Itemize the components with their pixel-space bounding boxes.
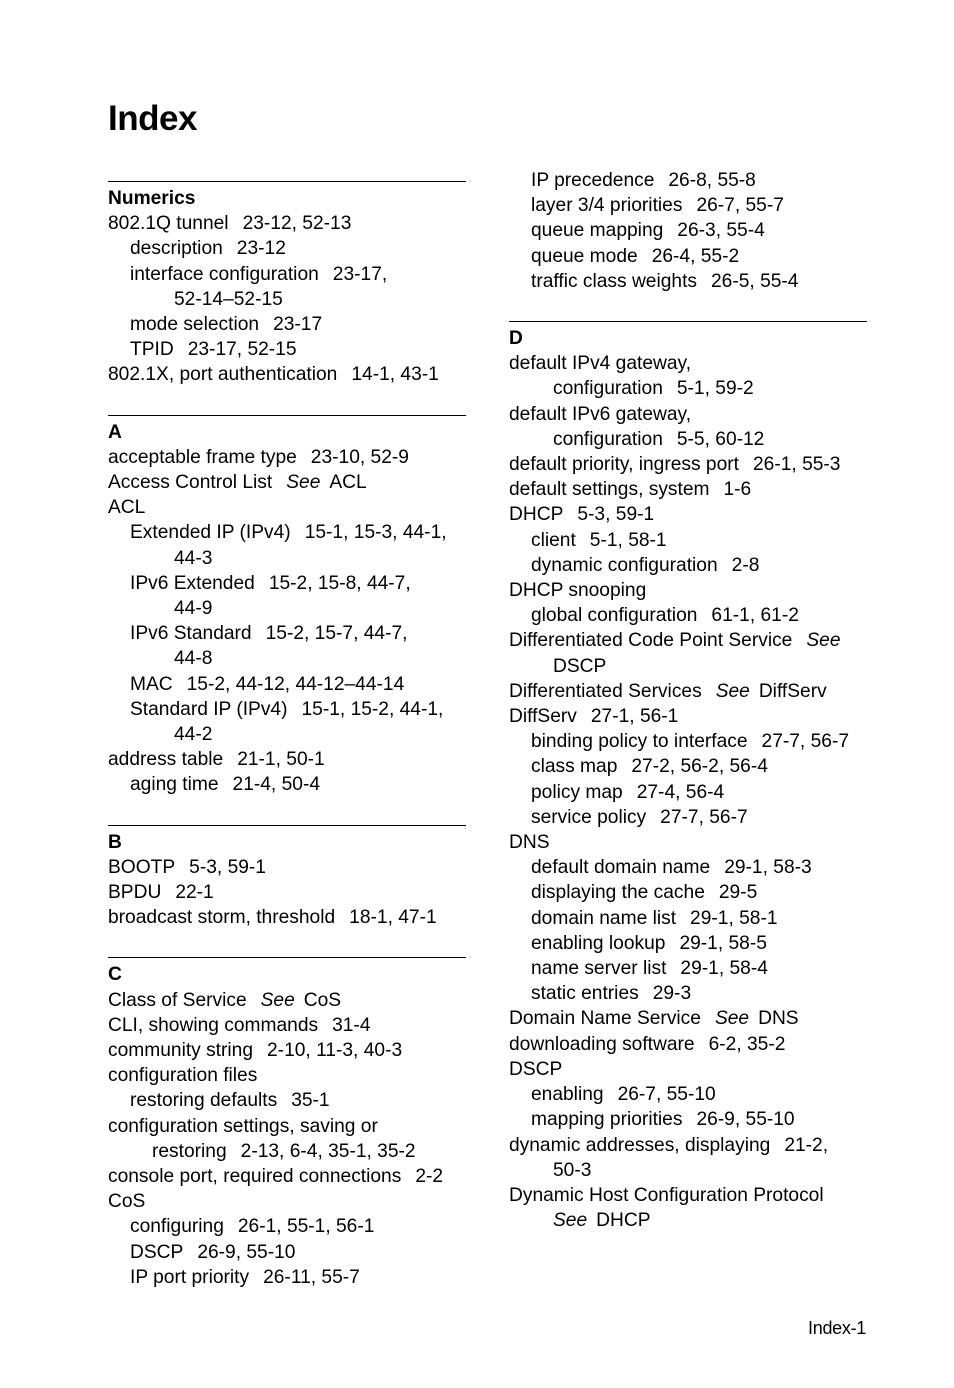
index-page-refs: 26-3, 55-4 bbox=[677, 220, 765, 242]
index-entry bbox=[108, 236, 466, 261]
index-page-refs: 44-2 bbox=[174, 724, 213, 746]
index-entry bbox=[509, 502, 867, 527]
index-term: mapping priorities bbox=[531, 1109, 683, 1131]
index-page-refs: 18-1, 47-1 bbox=[349, 907, 437, 929]
index-page-refs: 5-1, 58-1 bbox=[589, 529, 667, 551]
page-title: Index bbox=[108, 99, 197, 138]
index-entry bbox=[108, 697, 466, 722]
index-term: restoring defaults bbox=[130, 1090, 278, 1112]
index-term: default IPv4 gateway, bbox=[509, 353, 692, 375]
index-page-refs: 5-3, 59-1 bbox=[577, 504, 655, 526]
index-page-refs: 21-4, 50-4 bbox=[232, 774, 320, 796]
index-term: CLI, showing commands bbox=[108, 1014, 319, 1036]
index-term: queue mapping bbox=[531, 220, 664, 242]
index-entry bbox=[509, 452, 867, 477]
index-page-refs: 26-8, 55-8 bbox=[668, 170, 756, 191]
index-page-refs: 15-1, 15-3, 44-1, bbox=[304, 522, 447, 544]
index-entry bbox=[509, 780, 867, 805]
index-term: IP precedence bbox=[531, 170, 655, 191]
index-page-refs: 44-3 bbox=[174, 547, 213, 569]
index-section bbox=[108, 181, 466, 388]
index-entry bbox=[509, 193, 867, 218]
index-page-refs: 22-1 bbox=[175, 882, 214, 904]
index-entry bbox=[509, 906, 867, 931]
section-heading: C bbox=[108, 964, 122, 986]
index-term: class map bbox=[531, 756, 618, 778]
index-column-right bbox=[509, 168, 867, 1233]
index-entry bbox=[108, 520, 466, 545]
index-term: displaying the cache bbox=[531, 882, 705, 904]
index-term: IPv6 Extended bbox=[130, 572, 255, 594]
index-page-refs: 31-4 bbox=[332, 1014, 371, 1036]
index-page-refs: 26-9, 55-10 bbox=[696, 1109, 795, 1131]
index-page-refs: 26-7, 55-10 bbox=[617, 1084, 716, 1106]
index-page-refs: 23-17, bbox=[332, 263, 388, 285]
index-term: DiffServ bbox=[509, 706, 577, 728]
index-term: Standard IP (IPv4) bbox=[130, 698, 288, 720]
index-term: acceptable frame type bbox=[108, 446, 297, 468]
see-reference-label: See bbox=[714, 1008, 750, 1030]
index-page-refs: 61-1, 61-2 bbox=[711, 605, 799, 627]
index-page-refs: 26-7, 55-7 bbox=[696, 195, 784, 217]
index-page-refs: 23-12, 52-13 bbox=[242, 213, 352, 235]
index-section bbox=[108, 415, 466, 798]
index-entry bbox=[108, 988, 466, 1013]
index-page-refs: 35-1 bbox=[291, 1090, 330, 1112]
index-term: dynamic configuration bbox=[531, 554, 718, 576]
index-page-refs: 5-5, 60-12 bbox=[676, 428, 765, 450]
index-entry bbox=[108, 571, 466, 596]
index-entry bbox=[108, 1240, 466, 1265]
index-entry bbox=[509, 830, 867, 855]
index-entry bbox=[108, 337, 466, 362]
index-term: configuration bbox=[553, 378, 663, 400]
see-reference-label: See bbox=[286, 472, 321, 493]
index-page-refs: 6-2, 35-2 bbox=[708, 1033, 786, 1055]
section-divider bbox=[108, 415, 466, 416]
index-page-refs: 44-8 bbox=[174, 648, 213, 670]
index-entry bbox=[108, 1063, 466, 1088]
index-entry bbox=[108, 1013, 466, 1038]
index-term: binding policy to interface bbox=[531, 731, 748, 753]
index-term: 802.1X, port authentication bbox=[108, 364, 338, 386]
index-term: default priority, ingress port bbox=[509, 454, 739, 476]
index-term: domain name list bbox=[531, 907, 677, 929]
index-entry bbox=[108, 495, 466, 520]
index-entry bbox=[509, 1183, 867, 1208]
index-page-refs: 29-1, 58-4 bbox=[680, 958, 768, 980]
index-term: downloading software bbox=[509, 1033, 695, 1055]
index-entry bbox=[509, 754, 867, 779]
index-page-refs: 1-6 bbox=[723, 479, 752, 501]
see-reference-target: DiffServ bbox=[758, 680, 827, 702]
index-term: DNS bbox=[509, 832, 550, 854]
section-divider bbox=[108, 957, 466, 958]
index-term: DSCP bbox=[509, 1058, 563, 1080]
index-entry bbox=[108, 546, 466, 571]
index-entry bbox=[108, 1139, 466, 1164]
index-term: layer 3/4 priorities bbox=[531, 195, 683, 217]
index-term: DHCP bbox=[509, 504, 564, 526]
index-entry bbox=[509, 1208, 867, 1233]
index-entry bbox=[509, 654, 867, 679]
index-page-refs: 26-11, 55-7 bbox=[263, 1266, 360, 1288]
index-page-refs: 29-1, 58-1 bbox=[690, 907, 778, 929]
index-entry bbox=[108, 905, 466, 930]
index-entry bbox=[108, 211, 466, 236]
see-reference-label: See bbox=[715, 680, 750, 702]
index-term: DSCP bbox=[130, 1241, 184, 1263]
index-page-refs: 2-13, 6-4, 35-1, 35-2 bbox=[240, 1140, 416, 1162]
index-page-refs: 5-1, 59-2 bbox=[676, 378, 754, 400]
index-term: Domain Name Service bbox=[509, 1008, 701, 1030]
index-term: Dynamic Host Configuration Protocol bbox=[509, 1184, 824, 1206]
index-entry bbox=[509, 269, 867, 294]
index-page-refs: 15-1, 15-2, 44-1, bbox=[301, 698, 444, 720]
index-entry bbox=[509, 168, 867, 193]
index-entry bbox=[509, 578, 867, 603]
index-entry bbox=[108, 312, 466, 337]
index-page-refs: 26-9, 55-10 bbox=[197, 1241, 296, 1263]
index-term: traffic class weights bbox=[531, 270, 697, 292]
index-entry bbox=[108, 1214, 466, 1239]
index-term: console port, required connections bbox=[108, 1166, 402, 1188]
index-entry bbox=[509, 1133, 867, 1158]
index-term: static entries bbox=[531, 983, 639, 1005]
index-term: name server list bbox=[531, 958, 667, 980]
index-term: IPv6 Standard bbox=[130, 623, 252, 645]
index-term: 802.1Q tunnel bbox=[108, 213, 229, 235]
index-section bbox=[108, 957, 466, 1290]
index-term: Differentiated Services bbox=[509, 680, 702, 702]
index-page-refs: 27-4, 56-4 bbox=[636, 781, 725, 803]
index-term: MAC bbox=[130, 673, 173, 695]
see-reference-target: DNS bbox=[758, 1008, 799, 1030]
index-term: default domain name bbox=[531, 857, 711, 879]
page-number: Index-1 bbox=[808, 1318, 866, 1338]
index-page-refs: 15-2, 44-12, 44-12–44-14 bbox=[186, 673, 405, 695]
index-entry bbox=[108, 1114, 466, 1139]
index-column-left bbox=[108, 181, 466, 1290]
index-entry bbox=[509, 1032, 867, 1057]
index-section bbox=[108, 825, 466, 931]
see-reference-target: CoS bbox=[303, 989, 342, 1011]
index-term: TPID bbox=[130, 339, 174, 361]
index-page-refs: 29-5 bbox=[718, 882, 758, 904]
index-entry bbox=[509, 376, 867, 401]
index-section bbox=[509, 321, 867, 1233]
see-reference-label: See bbox=[553, 1210, 588, 1232]
index-page-refs: 27-1, 56-1 bbox=[590, 706, 679, 728]
index-term: queue mode bbox=[531, 245, 638, 267]
index-entry bbox=[509, 427, 867, 452]
index-term: address table bbox=[108, 749, 224, 771]
index-term: restoring bbox=[152, 1140, 227, 1162]
index-page-refs: 52-14–52-15 bbox=[174, 288, 283, 310]
index-entry bbox=[509, 1107, 867, 1132]
index-entry bbox=[509, 729, 867, 754]
index-term: ACL bbox=[108, 497, 146, 519]
index-page-refs: 50-3 bbox=[553, 1159, 592, 1181]
index-page-refs: 2-10, 11-3, 40-3 bbox=[267, 1040, 403, 1062]
index-term: Class of Service bbox=[108, 989, 247, 1011]
index-entry bbox=[509, 704, 867, 729]
index-entry bbox=[108, 1088, 466, 1113]
index-page-refs: 26-1, 55-3 bbox=[753, 454, 841, 476]
index-page-refs: 26-4, 55-2 bbox=[651, 245, 740, 267]
index-term: BOOTP bbox=[108, 856, 176, 878]
see-reference-label: See bbox=[260, 989, 295, 1011]
index-entry bbox=[509, 981, 867, 1006]
index-entry bbox=[108, 1038, 466, 1063]
index-entry bbox=[108, 672, 466, 697]
section-heading: A bbox=[108, 421, 122, 443]
index-term: service policy bbox=[531, 806, 647, 828]
index-term: interface configuration bbox=[130, 263, 319, 285]
index-entry bbox=[108, 1265, 466, 1290]
index-entry bbox=[509, 1082, 867, 1107]
index-term: default IPv6 gateway, bbox=[509, 403, 692, 425]
index-entry bbox=[509, 855, 867, 880]
section-divider bbox=[108, 825, 466, 826]
index-entry bbox=[509, 603, 867, 628]
section-divider bbox=[108, 181, 466, 182]
index-page-refs: 27-7, 56-7 bbox=[660, 806, 748, 828]
index-entry bbox=[509, 528, 867, 553]
index-term: policy map bbox=[531, 781, 623, 803]
index-entry bbox=[108, 262, 466, 287]
index-entry bbox=[509, 477, 867, 502]
index-entry bbox=[108, 747, 466, 772]
index-term: community string bbox=[108, 1040, 254, 1062]
index-page-refs: 29-1, 58-5 bbox=[679, 932, 767, 954]
index-entry bbox=[108, 1164, 466, 1189]
see-reference-target: DHCP bbox=[596, 1210, 651, 1232]
index-term: Extended IP (IPv4) bbox=[130, 522, 291, 544]
index-term: IP port priority bbox=[130, 1266, 250, 1288]
index-page-refs: 15-2, 15-8, 44-7, bbox=[268, 572, 411, 594]
index-entry bbox=[509, 553, 867, 578]
index-entry bbox=[108, 1189, 466, 1214]
index-entry bbox=[108, 596, 466, 621]
index-page-refs: 23-12 bbox=[236, 238, 286, 260]
index-term: mode selection bbox=[130, 314, 260, 335]
index-page-refs: 44-9 bbox=[174, 598, 213, 620]
index-term: CoS bbox=[108, 1191, 146, 1213]
section-divider bbox=[509, 321, 867, 322]
see-reference-label: See bbox=[806, 630, 841, 652]
index-term: BPDU bbox=[108, 882, 162, 904]
index-page-refs: 29-3 bbox=[652, 983, 692, 1005]
index-entry bbox=[509, 931, 867, 956]
index-entry bbox=[509, 956, 867, 981]
section-heading: D bbox=[509, 328, 523, 350]
index-entry bbox=[108, 287, 466, 312]
index-term: enabling bbox=[531, 1084, 604, 1106]
index-page-refs: 27-2, 56-2, 56-4 bbox=[631, 756, 768, 778]
index-entry bbox=[108, 855, 466, 880]
see-reference-target: ACL bbox=[329, 472, 367, 493]
index-page-refs: 15-2, 15-7, 44-7, bbox=[265, 623, 408, 645]
index-entry bbox=[108, 772, 466, 797]
index-entry bbox=[509, 402, 867, 427]
index-page-refs: 21-1, 50-1 bbox=[237, 749, 325, 771]
index-entry bbox=[108, 362, 466, 387]
index-term: configuring bbox=[130, 1216, 224, 1238]
index-term: enabling lookup bbox=[531, 932, 666, 954]
index-page-refs: 21-2, bbox=[784, 1134, 829, 1156]
index-entry bbox=[108, 880, 466, 905]
index-page-refs: 23-10, 52-9 bbox=[310, 446, 409, 468]
index-term: Differentiated Code Point Service bbox=[509, 630, 793, 652]
index-entry bbox=[509, 880, 867, 905]
index-entry bbox=[509, 1006, 867, 1031]
index-page-refs: 23-17, 52-15 bbox=[187, 339, 297, 361]
index-entry bbox=[108, 621, 466, 646]
index-term: DSCP bbox=[553, 655, 607, 677]
index-page-refs: 2-8 bbox=[731, 554, 760, 576]
index-entry bbox=[509, 218, 867, 243]
index-entry bbox=[108, 445, 466, 470]
index-term: client bbox=[531, 529, 576, 551]
section-heading: Numerics bbox=[108, 188, 196, 209]
index-entry bbox=[509, 679, 867, 704]
section-heading: B bbox=[108, 831, 122, 853]
index-entry bbox=[509, 351, 867, 376]
index-term: configuration bbox=[553, 428, 663, 450]
index-page-refs: 14-1, 43-1 bbox=[351, 364, 439, 386]
index-term: default settings, system bbox=[509, 479, 710, 501]
index-entry bbox=[509, 1057, 867, 1082]
index-entry bbox=[509, 628, 867, 653]
index-page-refs: 5-3, 59-1 bbox=[189, 856, 266, 878]
index-term: broadcast storm, threshold bbox=[108, 907, 336, 929]
index-term: global configuration bbox=[531, 605, 698, 627]
index-entry bbox=[108, 646, 466, 671]
index-term: configuration settings, saving or bbox=[108, 1115, 378, 1137]
index-term: Access Control List bbox=[108, 472, 273, 493]
index-page-refs: 29-1, 58-3 bbox=[724, 857, 812, 879]
index-page-refs: 2-2 bbox=[415, 1166, 444, 1188]
index-page-refs: 26-1, 55-1, 56-1 bbox=[237, 1216, 375, 1238]
index-entry bbox=[509, 1158, 867, 1183]
index-entry bbox=[509, 244, 867, 269]
index-term: DHCP snooping bbox=[509, 580, 647, 602]
continued-entries bbox=[509, 168, 867, 294]
index-term: aging time bbox=[130, 774, 219, 796]
index-page-refs: 27-7, 56-7 bbox=[761, 731, 849, 753]
index-term: configuration files bbox=[108, 1065, 258, 1087]
index-page-refs: 23-17 bbox=[273, 314, 323, 335]
index-entry bbox=[108, 722, 466, 747]
index-term: dynamic addresses, displaying bbox=[509, 1134, 771, 1156]
index-page-refs: 26-5, 55-4 bbox=[711, 270, 799, 292]
index-entry bbox=[108, 470, 466, 495]
index-term: description bbox=[130, 238, 223, 260]
index-entry bbox=[509, 805, 867, 830]
